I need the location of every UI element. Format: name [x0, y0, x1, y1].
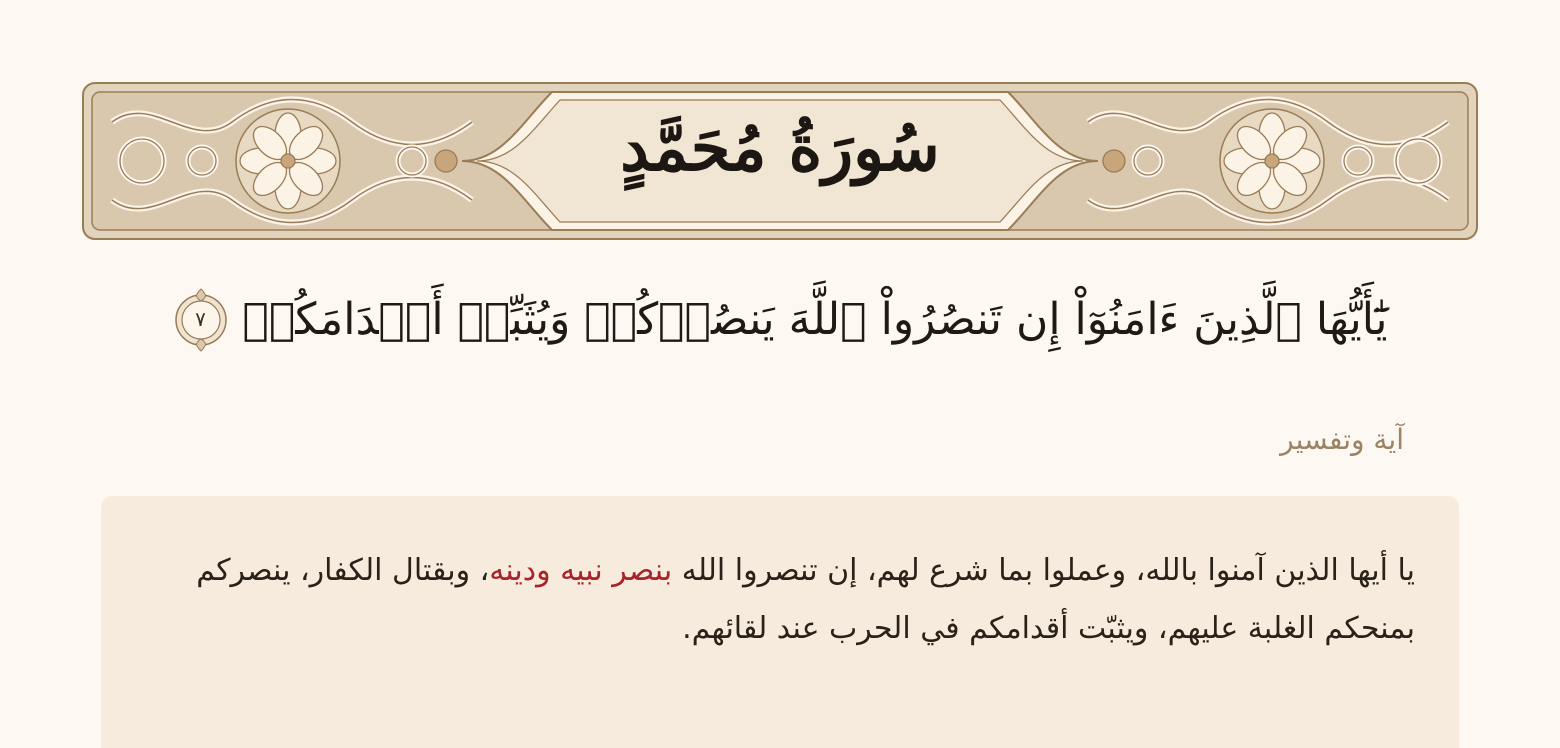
- ayah-number: ٧: [195, 307, 206, 331]
- tafsir-text: [175, 542, 1415, 658]
- surah-header-banner: [82, 82, 1478, 240]
- tafsir-card: [101, 496, 1459, 748]
- ayah-number-marker: [173, 285, 229, 355]
- ayah-text[interactable]: يَٰٓأَيُّهَا ٱلَّذِينَ ءَامَنُوٓاْ إِن تَنصُرُواْ ٱللَّهَ يَنصُرۡكُمۡ وَيُثَبِّتۡ أَقۡدَامَكُمۡ: [242, 293, 1388, 345]
- tafsir-part-2: ، وبقتال الكفار، ينصركم بمنحكم الغلبة عليهم، ويثبّت أقدامكم في الحرب عند لقائهم.: [196, 553, 1415, 646]
- surah-title: سُورَةُ مُحَمَّدٍ: [620, 111, 940, 186]
- ayah-row[interactable]: [180, 270, 1388, 370]
- section-label-ayah-tafsir: آية وتفسير: [1280, 423, 1404, 456]
- tafsir-part-1: يا أيها الذين آمنوا بالله، وعملوا بما شرع لهم، إن تنصروا الله: [672, 553, 1415, 588]
- tafsir-highlight: بنصر نبيه ودينه: [489, 553, 673, 588]
